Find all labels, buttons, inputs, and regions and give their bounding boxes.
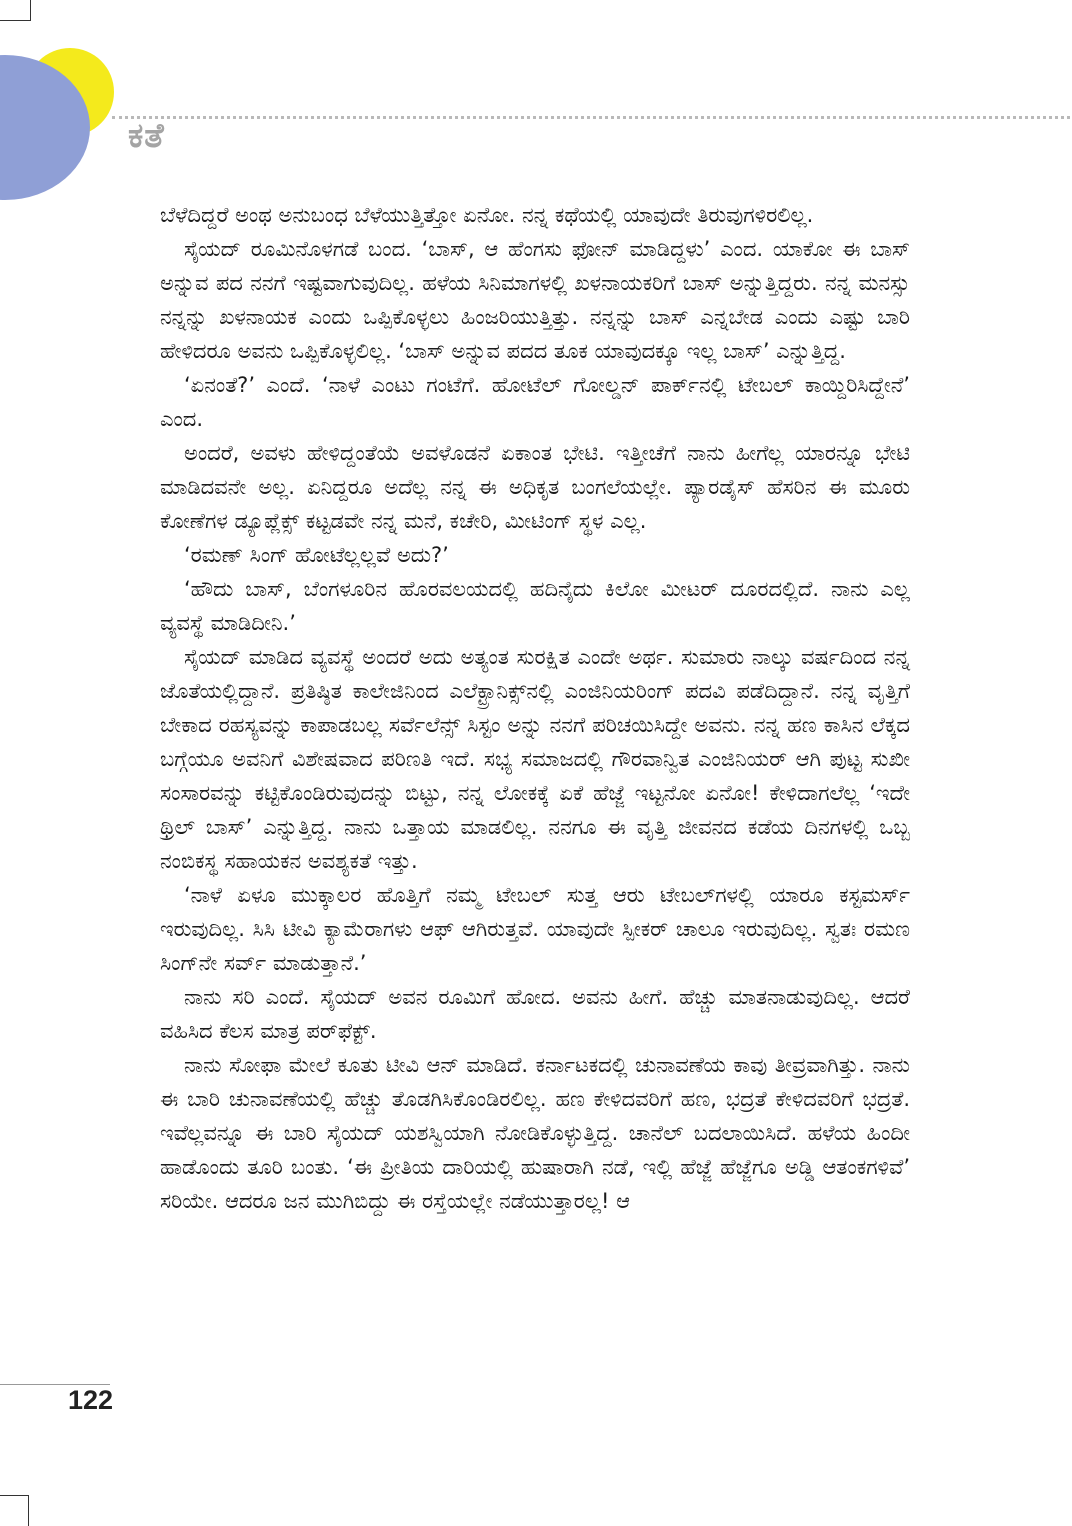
paragraph: ‘ನಾಳೆ ಏಳೂ ಮುಕ್ಕಾಲರ ಹೊತ್ತಿಗೆ ನಮ್ಮ ಟೇಬಲ್ ಸುತ್ತ ಆರು ಟೇಬಲ್‌ಗಳಲ್ಲಿ ಯಾರೂ ಕಸ್ಟಮರ್ಸ್ ಇರುವುದಿಲ್ಲ. ಸಿಸಿ ಟೀವಿ ಕ್ಯಾಮೆರಾಗಳು ಆಫ್ ಆಗಿರುತ್ತವೆ. ಯಾವುದೇ ಸ್ಪೀಕರ್ ಚಾಲೂ ಇರುವುದಿಲ್ಲ. ಸ್ವತಃ ರಮಣ ಸಿಂಗ್‌ನೇ ಸರ್ವ್ ಮಾಡುತ್ತಾನೆ.’ [160, 883, 910, 975]
paragraph: ಸೈಯದ್ ಮಾಡಿದ ವ್ಯವಸ್ಥೆ ಅಂದರೆ ಅದು ಅತ್ಯಂತ ಸುರಕ್ಷಿತ ಎಂದೇ ಅರ್ಥ. ಸುಮಾರು ನಾಲ್ಕು ವರ್ಷದಿಂದ ನನ್ನ ಜೊತೆಯಲ್ಲಿದ್ದಾನೆ. ಪ್ರತಿಷ್ಠಿತ ಕಾಲೇಜಿನಿಂದ ಎಲೆಕ್ಟ್ರಾನಿಕ್ಸ್‌ನಲ್ಲಿ ಎಂಜಿನಿಯರಿಂಗ್ ಪದವಿ ಪಡೆದಿದ್ದಾನೆ. ನನ್ನ ವೃತ್ತಿಗೆ ಬೇಕಾದ ರಹಸ್ಯವನ್ನು ಕಾಪಾಡಬಲ್ಲ ಸರ್ವೆಲೆನ್ಸ್ ಸಿಸ್ಟಂ ಅನ್ನು ನನಗೆ ಪರಿಚಯಿಸಿದ್ದೇ ಅವನು. ನನ್ನ ಹಣ ಕಾಸಿನ ಲೆಕ್ಕದ ಬಗ್ಗೆಯೂ ಅವನಿಗೆ ವಿಶೇಷವಾದ ಪರಿಣತಿ ಇದೆ. ಸಭ್ಯ ಸಮಾಜದಲ್ಲಿ ಗೌರವಾನ್ವಿತ ಎಂಜಿನಿಯರ್ ಆಗಿ ಪುಟ್ಟ ಸುಖೀ ಸಂಸಾರವನ್ನು ಕಟ್ಟಿಕೊಂಡಿರುವುದನ್ನು ಬಿಟ್ಟು, ನನ್ನ ಲೋಕಕ್ಕೆ ಏಕೆ ಹೆಜ್ಜೆ ಇಟ್ಟನೋ ಏನೋ! ಕೇಳಿದಾಗಲೆಲ್ಲ ‘ಇದೇ ಥ್ರಿಲ್ ಬಾಸ್’ ಎನ್ನುತ್ತಿದ್ದ. ನಾನು ಒತ್ತಾಯ ಮಾಡಲಿಲ್ಲ. ನನಗೂ ಈ ವೃತ್ತಿ ಜೀವನದ ಕಡೆಯ ದಿನಗಳಲ್ಲಿ ಒಬ್ಬ ನಂಬಿಕಸ್ಥ ಸಹಾಯಕನ ಅವಶ್ಯಕತೆ ಇತ್ತು. [160, 645, 910, 873]
section-title: ಕತೆ [128, 116, 165, 156]
paragraph: ಅಂದರೆ, ಅವಳು ಹೇಳಿದ್ದಂತೆಯೆ ಅವಳೊಡನೆ ಏಕಾಂತ ಭೇಟಿ. ಇತ್ತೀಚೆಗೆ ನಾನು ಹೀಗೆಲ್ಲ ಯಾರನ್ನೂ ಭೇಟಿ ಮಾಡಿದವನೇ ಅಲ್ಲ. ಏನಿದ್ದರೂ ಅದೆಲ್ಲ ನನ್ನ ಈ ಅಧಿಕೃತ ಬಂಗಲೆಯಲ್ಲೇ. ಪ್ಯಾರಡೈಸ್ ಹೆಸರಿನ ಈ ಮೂರು ಕೋಣೆಗಳ ಡ್ಯೂಪ್ಲೆಕ್ಸ್ ಕಟ್ಟಡವೇ ನನ್ನ ಮನೆ, ಕಚೇರಿ, ಮೀಟಿಂಗ್ ಸ್ಥಳ ಎಲ್ಲ. [160, 441, 910, 533]
page-number: 122 [68, 1385, 114, 1415]
paragraph: ಸೈಯದ್ ರೂಮಿನೊಳಗಡೆ ಬಂದ. ‘ಬಾಸ್, ಆ ಹೆಂಗಸು ಫೋನ್ ಮಾಡಿದ್ದಳು’ ಎಂದ. ಯಾಕೋ ಈ ಬಾಸ್ ಅನ್ನುವ ಪದ ನನಗೆ ಇಷ್ಟವಾಗುವುದಿಲ್ಲ. ಹಳೆಯ ಸಿನಿಮಾಗಳಲ್ಲಿ ಖಳನಾಯಕರಿಗೆ ಬಾಸ್ ಅನ್ನುತ್ತಿದ್ದರು. ನನ್ನ ಮನಸ್ಸು ನನ್ನನ್ನು ಖಳನಾಯಕ ಎಂದು ಒಪ್ಪಿಕೊಳ್ಳಲು ಹಿಂಜರಿಯುತ್ತಿತ್ತು. ನನ್ನನ್ನು ಬಾಸ್ ಎನ್ನಬೇಡ ಎಂದು ಎಷ್ಟು ಬಾರಿ ಹೇಳಿದರೂ ಅವನು ಒಪ್ಪಿಕೊಳ್ಳಲಿಲ್ಲ. ‘ಬಾಸ್ ಅನ್ನುವ ಪದದ ತೂಕ ಯಾವುದಕ್ಕೂ ಇಲ್ಲ ಬಾಸ್’ ಎನ್ನುತ್ತಿದ್ದ. [160, 237, 910, 363]
paragraph: ‘ರಮಣ್ ಸಿಂಗ್ ಹೋಟೆಲ್ಲಲ್ಲವೆ ಅದು?’ [184, 543, 449, 567]
paragraph: ನಾನು ಸರಿ ಎಂದೆ. ಸೈಯದ್ ಅವನ ರೂಮಿಗೆ ಹೋದ. ಅವನು ಹೀಗೆ. ಹೆಚ್ಚು ಮಾತನಾಡುವುದಿಲ್ಲ. ಆದರೆ ವಹಿಸಿದ ಕೆಲಸ ಮಾತ್ರ ಪರ್‌ಫೆಕ್ಟ್. [160, 985, 910, 1043]
paragraph: ‘ಹೌದು ಬಾಸ್, ಬೆಂಗಳೂರಿನ ಹೊರವಲಯದಲ್ಲಿ ಹದಿನೈದು ಕಿಲೋ ಮೀಟರ್ ದೂರದಲ್ಲಿದೆ. ನಾನು ಎಲ್ಲ ವ್ಯವಸ್ಥೆ ಮಾಡಿದೀನಿ.’ [160, 577, 910, 635]
crop-mark-top [0, 0, 31, 21]
paragraph: ‘ಏನಂತೆ?’ ಎಂದೆ. ‘ನಾಳೆ ಎಂಟು ಗಂಟೆಗೆ. ಹೋಟೆಲ್ ಗೋಲ್ಡನ್ ಪಾರ್ಕ್‌ನಲ್ಲಿ ಟೇಬಲ್ ಕಾಯ್ದಿರಿಸಿದ್ದೇನೆ’ ಎಂದ. [160, 373, 910, 431]
story-body [160, 198, 910, 1218]
crop-mark-bottom [0, 1495, 29, 1526]
paragraph: ನಾನು ಸೋಫಾ ಮೇಲೆ ಕೂತು ಟೀವಿ ಆನ್ ಮಾಡಿದೆ. ಕರ್ನಾಟಕದಲ್ಲಿ ಚುನಾವಣೆಯ ಕಾವು ತೀವ್ರವಾಗಿತ್ತು. ನಾನು ಈ ಬಾರಿ ಚುನಾವಣೆಯಲ್ಲಿ ಹೆಚ್ಚು ತೊಡಗಿಸಿಕೊಂಡಿರಲಿಲ್ಲ. ಹಣ ಕೇಳಿದವರಿಗೆ ಹಣ, ಭದ್ರತೆ ಕೇಳಿದವರಿಗೆ ಭದ್ರತೆ. ಇವೆಲ್ಲವನ್ನೂ ಈ ಬಾರಿ ಸೈಯದ್ ಯಶಸ್ವಿಯಾಗಿ ನೋಡಿಕೊಳ್ಳುತ್ತಿದ್ದ. ಚಾನೆಲ್ ಬದಲಾಯಿಸಿದೆ. ಹಳೆಯ ಹಿಂದೀ ಹಾಡೊಂದು ತೂರಿ ಬಂತು. ‘ಈ ಪ್ರೀತಿಯ ದಾರಿಯಲ್ಲಿ ಹುಷಾರಾಗಿ ನಡೆ, ಇಲ್ಲಿ ಹೆಜ್ಜೆ ಹೆಜ್ಜೆಗೂ ಅಡ್ಡಿ ಆತಂಕಗಳಿವೆ’ ಸರಿಯೇ. ಆದರೂ ಜನ ಮುಗಿಬಿದ್ದು ಈ ರಸ್ತೆಯಲ್ಲೇ ನಡೆಯುತ್ತಾರಲ್ಲ! ಆ [160, 1053, 910, 1213]
paragraph: ಬೆಳೆದಿದ್ದರೆ ಅಂಥ ಅನುಬಂಧ ಬೆಳೆಯುತ್ತಿತ್ತೋ ಏನೋ. ನನ್ನ ಕಥೆಯಲ್ಲಿ ಯಾವುದೇ ತಿರುವುಗಳಿರಲಿಲ್ಲ. [160, 203, 814, 227]
header-dotted-rule [112, 116, 1070, 119]
